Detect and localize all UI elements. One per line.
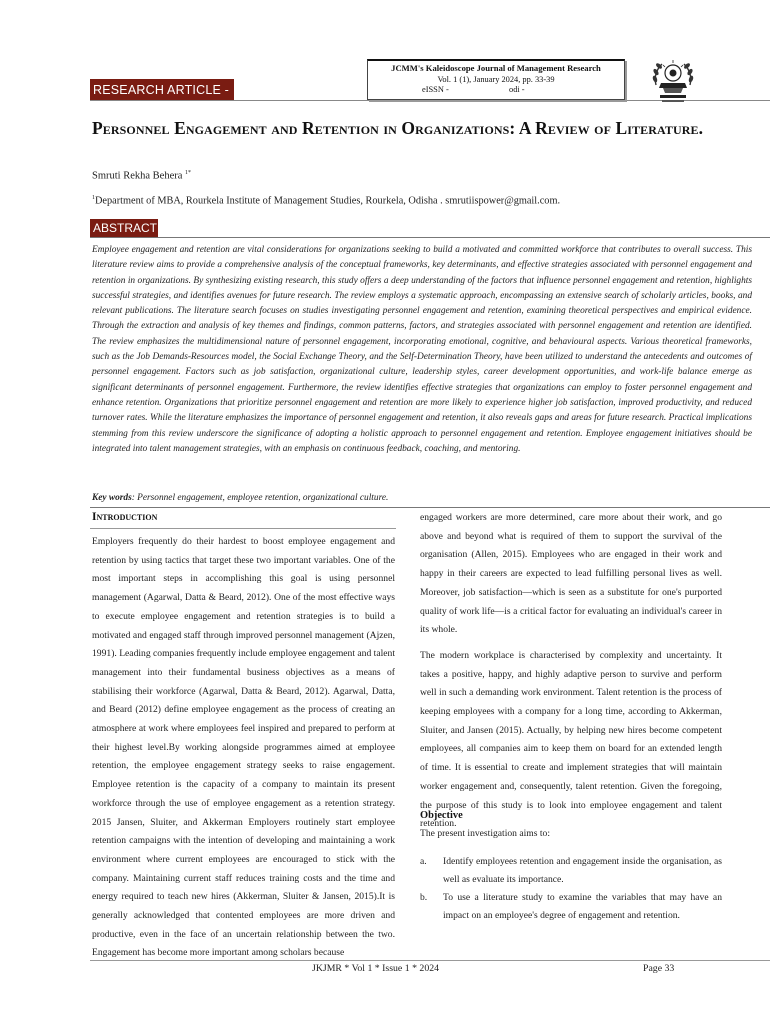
institute-logo-icon: [648, 55, 698, 105]
journal-title: JCMM's Kaleidoscope Journal of Management Research: [391, 63, 601, 73]
author-name: Smruti Rekha Behera: [92, 170, 183, 182]
author-superscript: 1*: [185, 170, 192, 176]
list-item-text: Identify employees retention and engagement inside the organisation, as well as evaluate its importance.: [443, 856, 722, 885]
list-item-label: a.: [420, 856, 427, 867]
list-item-label: b.: [420, 892, 428, 903]
keywords-line: [92, 493, 752, 503]
objective-intro: The present investigation aims to:: [420, 828, 551, 839]
journal-doi: odi -: [509, 85, 525, 94]
author-line: [92, 170, 191, 182]
paper-title: Personnel Engagement and Retention in Organizations: A Review of Literature.: [92, 118, 704, 138]
abstract-rule: [90, 237, 770, 238]
page-number: Page 33: [643, 963, 675, 974]
journal-volume: Vol. 1 (1), January 2024, pp. 33-39: [437, 75, 555, 84]
introduction-paragraph-2: The modern workplace is characterised by complexity and uncertainty. It takes a positive, happy, and highly adaptive person to survive and perform well in such a demanding work environment. Talent retention is the process of keeping employees with a company for a long time, according to Akkerman, Sluiter, and Jansen (2015). Actually, by helping new hires become competent employees, all companies aim to keep them on board for an extended length of time. It is essential to create and implement strategies that will maintain worker engagement and, consequently, talent retention. Given the foregoing, the purpose of this study is to look into employee engagement and talent retention.: [420, 649, 722, 830]
journal-issn: eISSN -: [422, 85, 449, 94]
list-item: [420, 853, 722, 889]
abstract-heading: ABSTRACT: [90, 219, 158, 238]
keywords-label: Key words: [92, 493, 132, 503]
affiliation-superscript: 1: [92, 195, 95, 201]
introduction-heading: Introduction: [92, 511, 158, 523]
list-item: [420, 889, 722, 925]
introduction-left-text: Employers frequently do their hardest to boost employee engagement and retention by using tactics that target these two important variables. One of the most important steps in accomplishing this goal is using personnel management (Agarwal, Datta & Beard, 2012). One of the most effective ways to execute employee engagement and retention strategies is to build a motivated and engaged staff through improved personnel management (Ajzen, 1991). Leading companies frequently include employee engagement and talent management into their fundamental business objectives as a means of stabilising their workforce (Agarwal, Datta & Beard, 2012). Agarwal, Datta, and Beard (2012) define employee engagement as the process of creating an atmosphere at work where employees feel inspired and prepared to perform at their highest level.By working alongside programmes aimed at employee retention, the employee engagement strategy seeks to raise engagement. Employee retention is the capacity of a company to maintain its present workforce through the use of employee engagement as a retention strategy. 2015 Jansen, Sluiter, and Akkerman Employers routinely start employee retention campaigns with the intention of developing and maintaining a work environment where current employees are encouraged to stick with the company. Maintaining current staff reduces training costs and the time and energy required to teach new hires (Akkerman, Sluiter & Jansen, 2015).It is generally acknowledged that contented employees are more driven and productive, even in the face of an uncertain relationship between the two. Engagement has become more important among scholars because: [92, 536, 395, 959]
objective-list: [420, 853, 722, 925]
abstract-text: Employee engagement and retention are vital considerations for organizations seeking to build a motivated and committed workforce that contributes to overall success. This literature review aims to provide a comprehensive analysis of the conceptual frameworks, key determinants, and effective strategies associated with personnel engagement and retention in organizations. By synthesizing existing research, this study offers a deep understanding of the factors that influence personnel engagement and retention, highlights successful strategies, and identifies avenues for future research. The review employs a systematic approach, encompassing an extensive search of scholarly articles, books, and relevant publications. The literature search focuses on studies investigating personnel engagement and retention, examining theoretical perspectives and empirical evidence. Through the extraction and analysis of key themes and findings, common patterns, factors, and strategies associated with personnel engagement and retention are identified. The review emphasizes the multidimensional nature of personnel engagement, incorporating emotional, cognitive, and behavioural aspects. Various theoretical frameworks, such as the Job Demands-Resources model, the Social Exchange Theory, and the Self-Determination Theory, have been utilized to understand the antecedents and outcomes of personnel engagement. Factors such as job satisfaction, organizational culture, leadership styles, career development opportunities, and work-life balance emerge as significant determinants of personnel engagement. Furthermore, the review identifies effective strategies that organizations can employ to foster personnel engagement and enhance retention. Organizations that prioritize personnel engagement and retention are more likely to experience higher job satisfaction, improved productivity, and reduced turnover rates. While the literature emphasizes the importance of personnel engagement and retention, it also reveals gaps and areas for future research. Practical implications stemming from this review underscore the significance of adopting a holistic approach to personnel engagement and retention. Employee engagement initiatives should be integrated into talent management strategies, with an emphasis on continuous feedback, coaching, and mentoring.: [92, 245, 752, 454]
footer-rule: [90, 960, 770, 961]
list-item-text: To use a literature study to examine the variables that may have an impact on an employee's degree of engagement and retention.: [443, 892, 722, 921]
affiliation-line: [92, 195, 560, 206]
affiliation-text: Department of MBA, Rourkela Institute of Management Studies, Rourkela, Odisha . smrutiispower@gmail.com.: [95, 195, 561, 207]
journal-info-box: [367, 59, 625, 100]
footer-journal-info: JKJMR * Vol 1 * Issue 1 * 2024: [312, 963, 440, 974]
article-type-banner: RESEARCH ARTICLE - 6: [90, 79, 234, 101]
introduction-paragraph-continued: engaged workers are more determined, care more about their work, and go above and beyond what is required of them to support the survival of the organisation (Allen, 2015). Employees who are engaged in their work and happy in their careers are expected to lead fulfilling personal lives as well. Moreover, job satisfaction—which is seen as a substitute for one's purported quality of work life—is a critical factor for evaluating an individual's career in its whole.: [420, 512, 722, 636]
introduction-right-column: [420, 509, 722, 834]
keywords-rule: [90, 507, 770, 508]
introduction-rule: [90, 528, 396, 529]
keywords-text: : Personnel engagement, employee retention, organizational culture.: [131, 493, 389, 503]
objective-heading: Objective: [420, 810, 463, 821]
